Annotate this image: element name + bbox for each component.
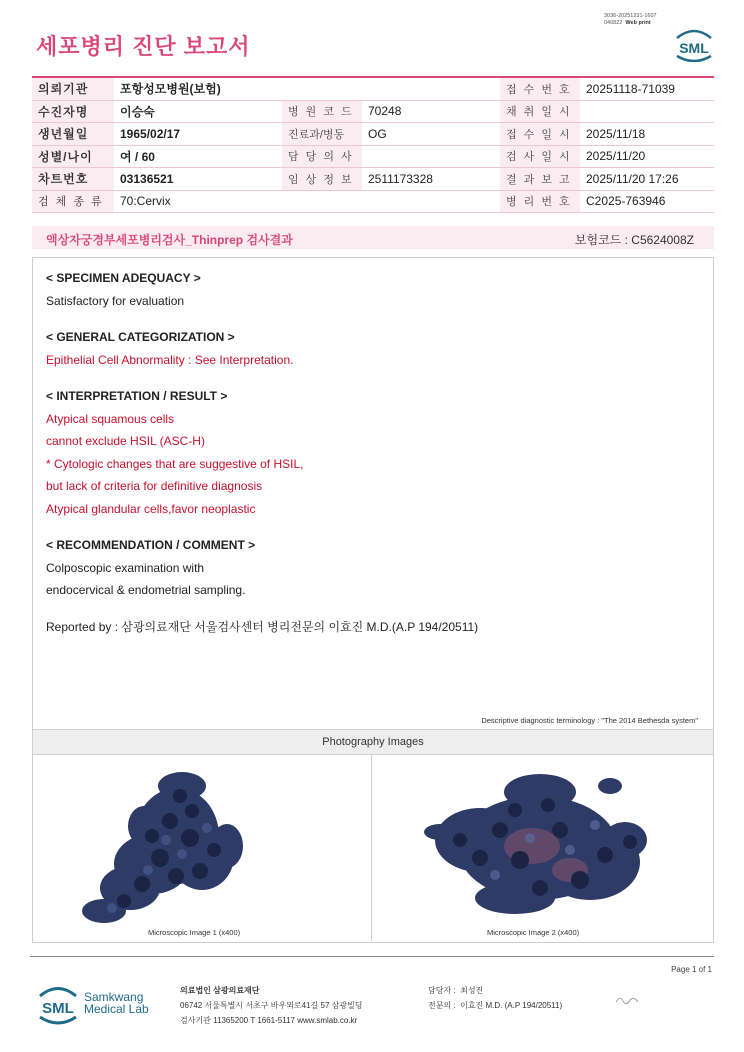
signature-icon: [614, 994, 640, 1006]
label-requesting-institution: 의뢰기관: [32, 77, 114, 100]
category-heading: < GENERAL CATEGORIZATION >: [46, 330, 235, 344]
value-result-report: 2025/11/20 17:26: [580, 168, 714, 191]
label-accession-number: 접 수 번 호: [500, 77, 580, 100]
value-accession-number: 20251118-71039: [580, 77, 714, 100]
exam-title: 액상자궁경부세포병리검사_Thinprep 검사결과: [46, 233, 293, 247]
microscopic-image-1: [82, 766, 272, 924]
value-sex-age: 여 / 60: [114, 145, 282, 168]
label-collection-date: 채 취 일 시: [500, 100, 580, 123]
table-row: [32, 190, 714, 213]
photo-header: Photography Images: [33, 729, 713, 755]
label-test-date: 검 사 일 시: [500, 145, 580, 168]
value-clinical-info: 2511173328: [362, 168, 500, 191]
footer-divider: [30, 956, 714, 957]
value-attending-doctor: [362, 145, 500, 168]
interpretation-line: but lack of criteria for definitive diagnosis: [46, 479, 263, 493]
recommendation-heading: < RECOMMENDATION / COMMENT >: [46, 538, 256, 552]
label-department: 진료과/병동: [282, 123, 362, 146]
interpretation-line: cannot exclude HSIL (ASC-H): [46, 434, 205, 448]
interpretation-line: * Cytologic changes that are suggestive of HSIL,: [46, 457, 304, 471]
print-id: 3036-20251231-1607: [604, 13, 657, 19]
label-patient-name: 수진자명: [32, 100, 114, 123]
image-caption-2: Microscopic Image 2 (x400): [487, 928, 580, 937]
label-hospital-code: 병 원 코 드: [282, 100, 362, 123]
staff-label: 담당자 :: [428, 986, 456, 995]
patient-info-table: [32, 76, 714, 213]
microscopic-image-2: [420, 770, 655, 922]
value-pathology-number: C2025-763946: [580, 190, 714, 213]
label-specimen-type: 검 체 종 류: [32, 190, 114, 213]
value-requesting-institution: 포항성모병원(보험): [114, 77, 500, 100]
table-row: [32, 145, 714, 168]
staff-name: 최성진: [460, 986, 484, 995]
insurance-code: 보험코드 : C5624008Z: [574, 233, 694, 247]
institution-address: 06742 서울특별시 서초구 바우뫼로41길 57 삼광빌딩: [180, 1001, 363, 1010]
staff-info: [428, 983, 562, 1013]
label-pathology-number: 병 리 번 호: [500, 190, 580, 213]
category-text: Epithelial Cell Abnormality : See Interpretation.: [46, 353, 294, 367]
sml-logo-icon: [673, 26, 715, 62]
table-row: [32, 123, 714, 146]
footer-logo-text: SML: [42, 1000, 74, 1017]
logo-text: SML: [679, 40, 709, 56]
label-sex-age: 성별/나이: [32, 145, 114, 168]
image-caption-1: Microscopic Image 1 (x400): [148, 928, 241, 937]
adequacy-heading: < SPECIMEN ADEQUACY >: [46, 271, 201, 285]
interpretation-line: Atypical glandular cells,favor neoplastic: [46, 502, 256, 516]
specialist-name: 이효진 M.D. (A.P 194/20511): [460, 1001, 563, 1010]
label-result-report: 결 과 보 고: [500, 168, 580, 191]
value-collection-date: [580, 100, 714, 123]
label-attending-doctor: 담 당 의 사: [282, 145, 362, 168]
sml-footer-logo-icon: [36, 983, 80, 1025]
value-received-date: 2025/11/18: [580, 123, 714, 146]
interpretation-heading: < INTERPRETATION / RESULT >: [46, 389, 228, 403]
institution-info: [180, 983, 363, 1028]
value-test-date: 2025/11/20: [580, 145, 714, 168]
print-label: Web print: [625, 20, 651, 26]
label-clinical-info: 임 상 정 보: [282, 168, 362, 191]
reported-by: Reported by : 삼광의료재단 서울검사센터 병리전문의 이효진 M.D.(A.P 194/20511): [46, 620, 479, 634]
table-row: [32, 77, 714, 100]
recommendation-line: Colposcopic examination with: [46, 561, 205, 575]
table-row: [32, 168, 714, 191]
value-patient-name: 이승숙: [114, 100, 282, 123]
label-birth-date: 생년월일: [32, 123, 114, 146]
table-row: [32, 100, 714, 123]
value-birth-date: 1965/02/17: [114, 123, 282, 146]
brand-line-1: Samkwang: [84, 990, 144, 1004]
photo-divider: [371, 754, 372, 941]
page-number: Page 1 of 1: [671, 965, 712, 974]
institution-name: 의료법인 삼광의료재단: [180, 986, 260, 995]
report-title: 세포병리 진단 보고서: [36, 34, 251, 59]
institution-contact: 검사기관 11365200 T 1661-5117 www.smlab.co.kr: [180, 1016, 358, 1025]
label-received-date: 접 수 일 시: [500, 123, 580, 146]
value-department: OG: [362, 123, 500, 146]
brand-line-2: Medical Lab: [84, 1002, 149, 1016]
specialist-label: 전문의 :: [428, 1001, 456, 1010]
adequacy-text: Satisfactory for evaluation: [46, 294, 185, 308]
value-hospital-code: 70248: [362, 100, 500, 123]
terminology-note: Descriptive diagnostic terminology : "The 2014 Bethesda system": [481, 716, 698, 725]
label-chart-number: 차트번호: [32, 168, 114, 191]
print-info: [604, 13, 657, 27]
value-specimen-type: 70:Cervix: [114, 190, 500, 213]
print-code: 040822: [604, 20, 623, 26]
value-chart-number: 03136521: [114, 168, 282, 191]
brand-name: [84, 991, 149, 1015]
recommendation-line: endocervical & endometrial sampling.: [46, 583, 246, 597]
interpretation-line: Atypical squamous cells: [46, 412, 175, 426]
